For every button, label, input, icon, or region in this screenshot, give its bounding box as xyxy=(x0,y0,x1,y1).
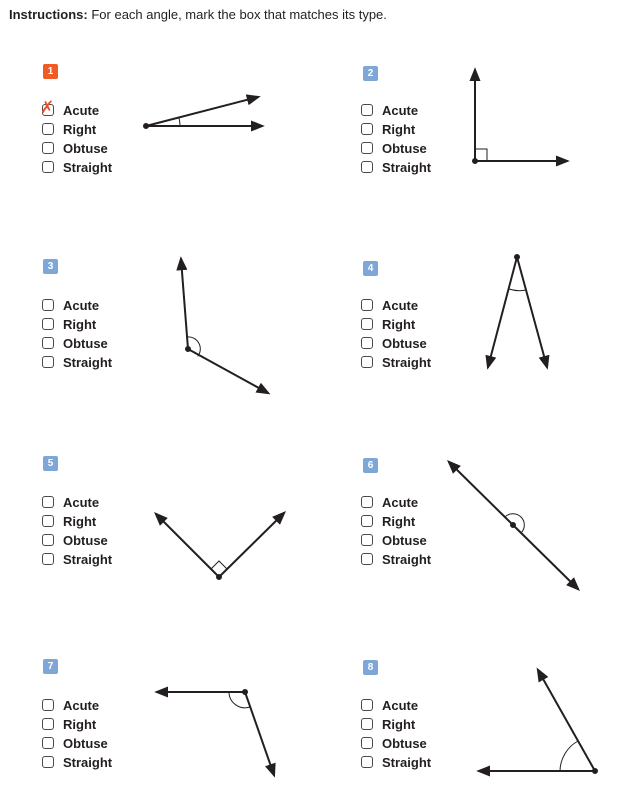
choice-label: Straight xyxy=(63,552,113,567)
instructions-text: For each angle, mark the box that matches its type. xyxy=(91,7,387,22)
question-number-badge: 4 xyxy=(363,261,378,276)
choice-label: Obtuse xyxy=(63,533,108,548)
straight-angle-icon xyxy=(449,462,578,589)
obtuse-angle-icon xyxy=(181,259,268,393)
choice-label: Obtuse xyxy=(382,336,427,351)
choice-label: Right xyxy=(63,122,97,137)
question-number-badge: 3 xyxy=(43,259,58,274)
choice-label: Straight xyxy=(382,160,432,175)
choice-label: Right xyxy=(63,717,97,732)
choice-label: Obtuse xyxy=(63,736,108,751)
choice-label: Acute xyxy=(382,103,419,118)
choice-label: Right xyxy=(382,122,416,137)
question-number-badge: 6 xyxy=(363,458,378,473)
acute-angle-icon xyxy=(144,97,262,128)
choice-label: Straight xyxy=(63,355,113,370)
choice-label: Obtuse xyxy=(63,141,108,156)
choice-label: Right xyxy=(63,514,97,529)
choice-label: Obtuse xyxy=(382,141,427,156)
choice-label: Right xyxy=(382,717,416,732)
choice-label: Acute xyxy=(382,698,419,713)
obtuse-angle-icon xyxy=(157,690,274,775)
instructions-lead: Instructions: xyxy=(9,7,88,22)
acute-angle-icon xyxy=(488,255,547,367)
choice-label: Acute xyxy=(63,698,100,713)
right-angle-icon xyxy=(156,513,284,579)
choice-label: Acute xyxy=(382,298,419,313)
choice-label: Obtuse xyxy=(382,533,427,548)
choice-label: Right xyxy=(382,514,416,529)
acute-angle-icon xyxy=(479,670,597,773)
choice-label: Straight xyxy=(382,755,432,770)
check-x-icon: ✗ xyxy=(40,98,55,118)
question-number-badge: 2 xyxy=(363,66,378,81)
choice-label: Right xyxy=(382,317,416,332)
choice-label: Acute xyxy=(63,103,100,118)
question-number-badge: 7 xyxy=(43,659,58,674)
choice-label: Straight xyxy=(382,355,432,370)
question-number-badge: 8 xyxy=(363,660,378,675)
right-angle-icon xyxy=(473,70,567,163)
choice-label: Obtuse xyxy=(382,736,427,751)
choice-label: Right xyxy=(63,317,97,332)
question-number-badge: 5 xyxy=(43,456,58,471)
choice-label: Straight xyxy=(63,755,113,770)
choice-label: Obtuse xyxy=(63,336,108,351)
choice-label: Acute xyxy=(63,495,100,510)
choice-label: Acute xyxy=(382,495,419,510)
choice-label: Straight xyxy=(382,552,432,567)
choice-label: Straight xyxy=(63,160,113,175)
question-number-badge: 1 xyxy=(43,64,58,79)
choice-label: Acute xyxy=(63,298,100,313)
